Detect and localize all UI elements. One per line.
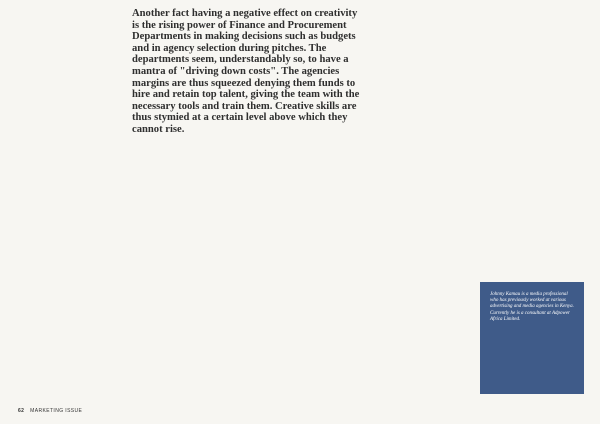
page-footer: [18, 408, 82, 414]
pull-quote-text: Another fact having a negative effect on creativity is the rising power of Finance and Procurement Departments in making decisions such as budgets and in agency selection during pitches. The departments seem, understandably so, to have a mantra of "driving down costs". The agencies margins are thus squeezed denying them funds to hire and retain top talent, giving the team with the necessary tools and train them. Creative skills are thus stymied at a certain level above which they cannot rise.: [132, 8, 360, 135]
article-column-1: [18, 10, 122, 410]
article-column-5: [480, 10, 582, 274]
article-column-3: [274, 126, 367, 410]
article-column-2: [130, 126, 266, 410]
magazine-name: MARKETING ISSUE: [30, 408, 83, 414]
author-bio-text: Johnny Kamau is a media professional who has previously worked at various advertising and media agencies in Kenya. Currently he is a consultant at Adpower Africa Limited.: [490, 292, 574, 322]
article-column-4: [375, 10, 473, 410]
page-number: 62: [18, 408, 25, 414]
pull-quote: [132, 8, 364, 136]
author-bio-box: [480, 282, 584, 394]
